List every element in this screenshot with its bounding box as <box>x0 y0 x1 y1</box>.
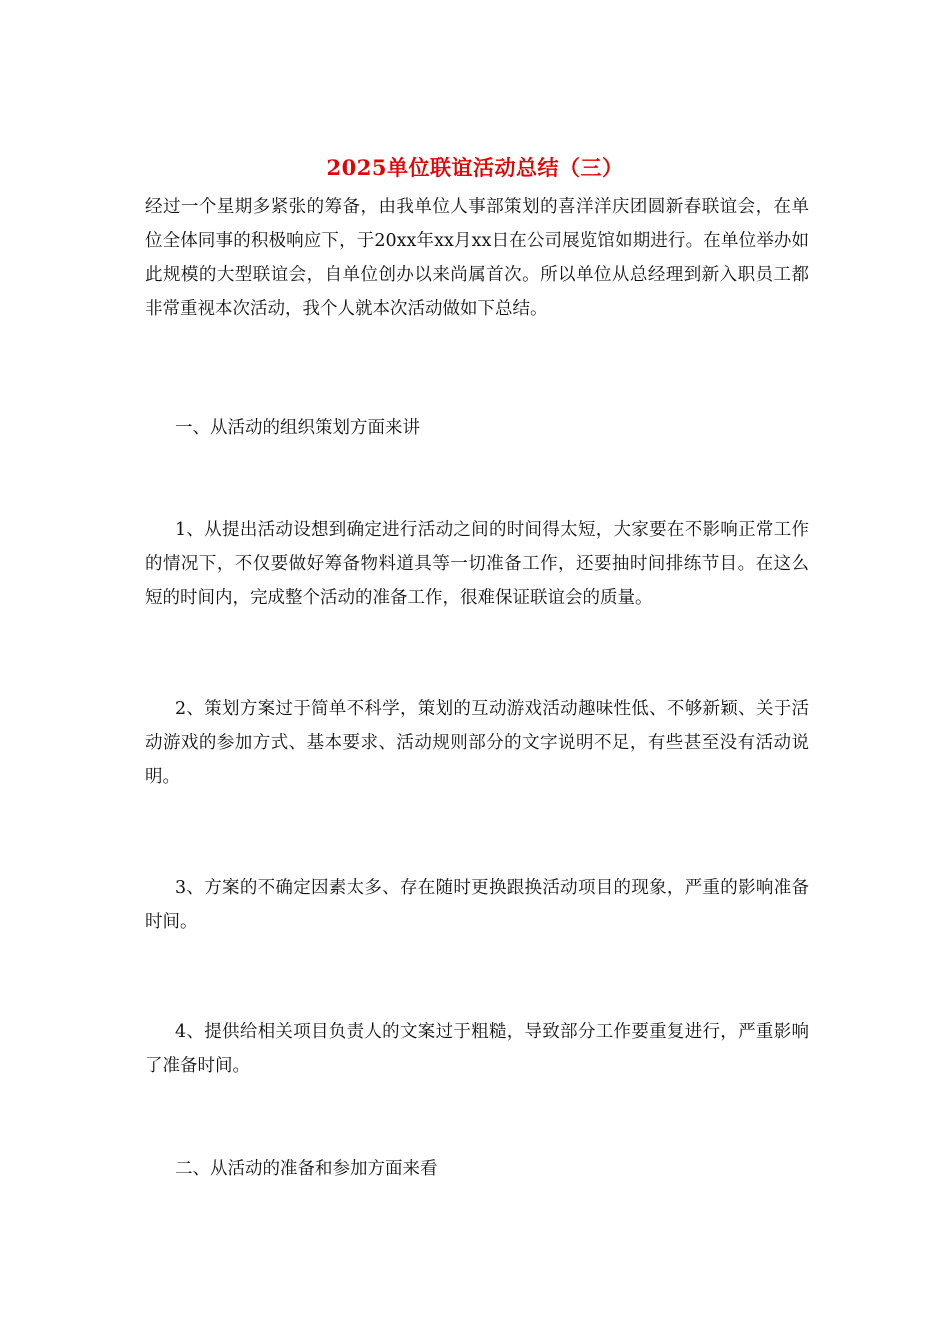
intro-paragraph: 经过一个星期多紧张的筹备，由我单位人事部策划的喜洋洋庆团圆新春联谊会，在单位全体同事的积极响应下，于20xx年xx月xx日在公司展览馆如期进行。在单位举办如此规模的大型联谊会，自单位创办以来尚属首次。所以单位从总经理到新入职员工都非常重视本次活动，我个人就本次活动做如下总结。 <box>145 197 809 319</box>
list-item-1: 1、从提出活动设想到确定进行活动之间的时间得太短，大家要在不影响正常工作的情况下，不仅要做好筹备物料道具等一切准备工作，还要抽时间排练节目。在这么短的时间内，完成整个活动的准备工作，很难保证联谊会的质量。 <box>145 520 809 608</box>
list-item-2: 2、策划方案过于简单不科学，策划的互动游戏活动趣味性低、不够新颖、关于活动游戏的参加方式、基本要求、活动规则部分的文字说明不足，有些甚至没有活动说明。 <box>145 699 809 787</box>
list-item-3: 3、方案的不确定因素太多、存在随时更换跟换活动项目的现象，严重的影响准备时间。 <box>145 878 809 932</box>
section-heading-2: 二、从活动的准备和参加方面来看 <box>175 1159 438 1179</box>
list-item-4: 4、提供给相关项目负责人的文案过于粗糙，导致部分工作要重复进行，严重影响了准备时间。 <box>145 1022 809 1076</box>
page-title: 2025单位联谊活动总结（三） <box>326 155 624 180</box>
section-heading-1: 一、从活动的组织策划方面来讲 <box>175 418 420 438</box>
